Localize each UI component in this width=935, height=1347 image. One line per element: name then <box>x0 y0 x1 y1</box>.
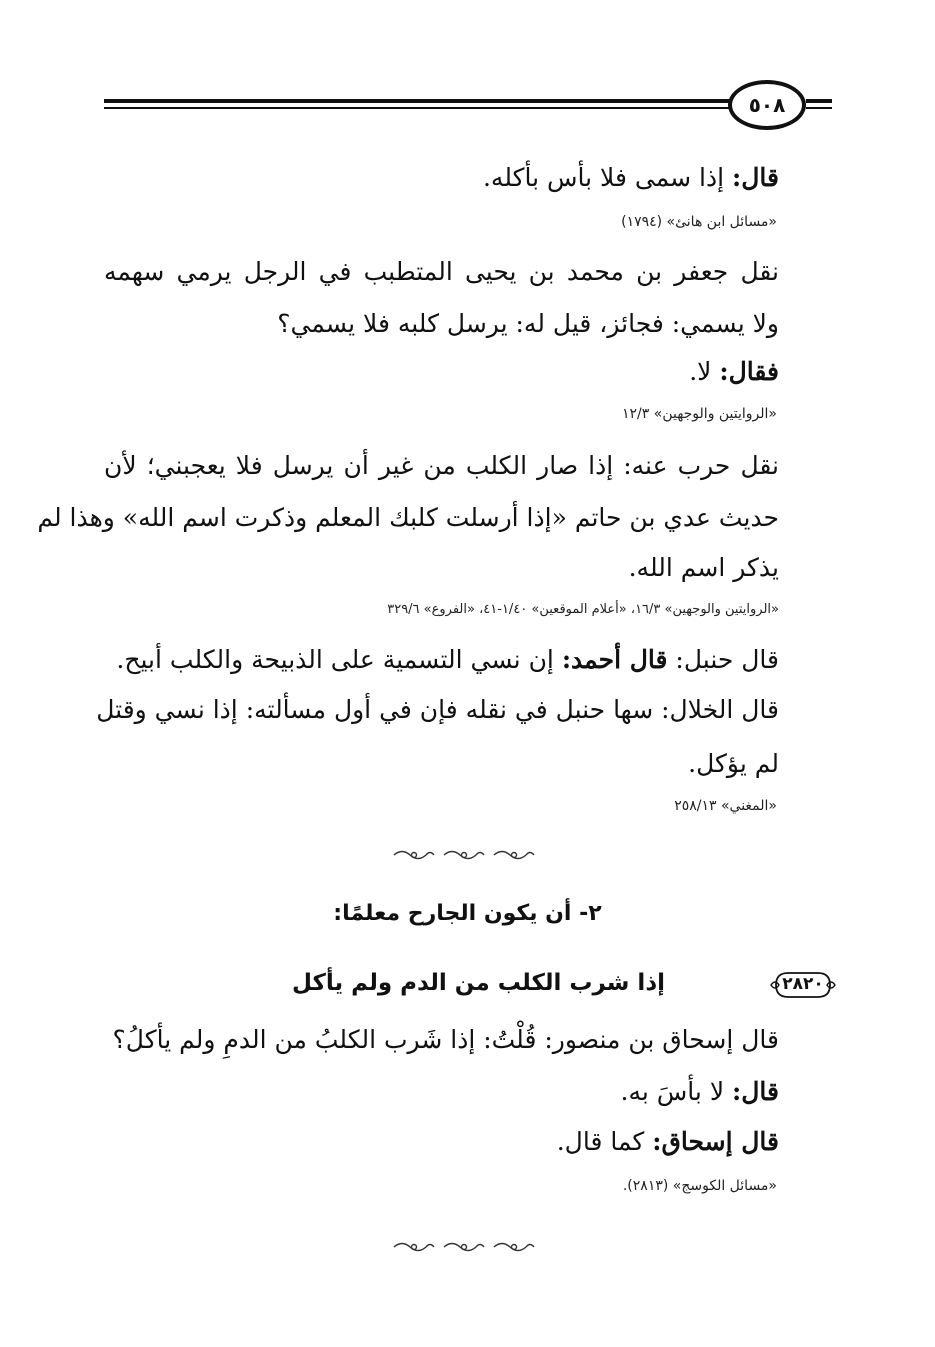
ornament-divider <box>390 848 540 862</box>
speaker-label: قال إسحاق: <box>652 1127 779 1156</box>
line-text: لا بأسَ به. <box>620 1077 733 1106</box>
text-line-5: نقل حرب عنه: إذا صار الكلب من غير أن يرسل فلا يعجبني؛ لأن <box>104 451 779 480</box>
text-line-3: ولا يسمي: فجائز، قيل له: يرسل كلبه فلا يسمي؟ <box>277 309 779 338</box>
reference-1: «مسائل ابن هانئ» (١٧٩٤) <box>621 214 777 230</box>
text-line-4 <box>689 354 779 390</box>
text-line-2: نقل جعفر بن محمد بن يحيى المتطبب في الرجل يرمي سهمه <box>104 257 779 286</box>
header-rule <box>104 99 730 113</box>
text-line-10: لم يؤكل. <box>688 749 779 778</box>
text-line-1 <box>483 160 779 196</box>
speaker-label: فقال: <box>719 357 779 386</box>
speaker-label: قال: <box>732 1077 779 1106</box>
reference-5: «مسائل الكوسج» (٢٨١٣). <box>622 1178 777 1194</box>
line-text: إن نسي التسمية على الذبيحة والكلب أبيح. <box>116 645 562 674</box>
page-number-badge <box>728 80 806 130</box>
text-line-13 <box>557 1124 779 1160</box>
reference-2: «الروايتين والوجهين» ١٢/٣ <box>622 406 777 422</box>
header-rule-tail <box>806 99 832 113</box>
speaker-label: قال أحمد: <box>561 645 668 674</box>
text-line-12 <box>621 1074 779 1110</box>
line-text: إذا سمى فلا بأس بأكله. <box>482 163 733 192</box>
speaker-label: قال: <box>732 163 779 192</box>
text-line-7: يذكر اسم الله. <box>628 553 779 582</box>
page-number: ٥٠٨ <box>748 93 786 117</box>
question-number: ٢٨٢٠ <box>782 974 824 994</box>
reference-3: «الروايتين والوجهين» ١٦/٣، «أعلام الموقعين» ١/٤٠-٤١، «الفروع» ٣٢٩/٦ <box>387 602 779 617</box>
text-line-6: حديث عدي بن حاتم «إذا أرسلت كلبك المعلم وذكرت اسم الله» وهذا لم <box>37 503 779 532</box>
section-heading: ٢- أن يكون الجارح معلمًا: <box>333 901 602 926</box>
text-line-8 <box>116 642 779 678</box>
question-number-badge <box>768 968 838 1002</box>
text-line-11: قال إسحاق بن منصور: قُلْتُ: إذا شَرب الكلبُ من الدمِ ولم يأكلُ؟ <box>112 1025 779 1054</box>
line-text: لا. <box>689 357 720 386</box>
line-text: كما قال. <box>556 1127 653 1156</box>
reference-4: «المغني» ٢٥٨/١٣ <box>674 798 777 814</box>
ornament-divider-bottom <box>390 1240 540 1254</box>
text-line-9: قال الخلال: سها حنبل في نقله فإن في أول مسألته: إذا نسي وقتل <box>96 695 779 724</box>
question-title: إذا شرب الكلب من الدم ولم يأكل <box>291 970 665 996</box>
line-text: قال حنبل: <box>667 645 779 674</box>
